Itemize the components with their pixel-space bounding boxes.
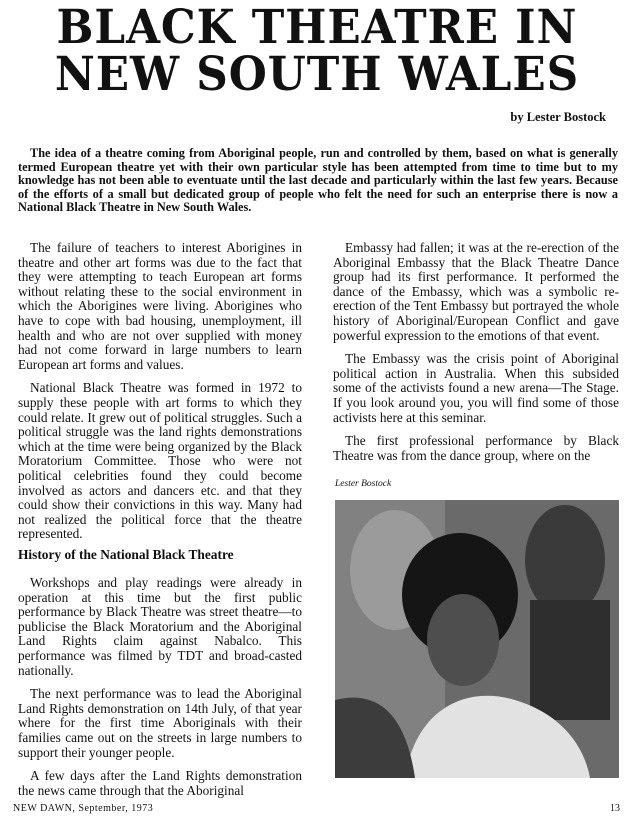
right-column	[333, 241, 619, 472]
byline: by Lester Bostock	[510, 110, 606, 124]
article-title	[22, 0, 612, 102]
portrait-photo	[335, 500, 619, 778]
section-heading: History of the National Black Theatre	[18, 547, 234, 562]
footer-page-number: 13	[610, 803, 620, 814]
photo-illustration	[335, 500, 619, 778]
body-paragraph: Embassy had fallen; it was at the re-erection of the Aboriginal Embassy that the Black Theatre Dance group had its first performance. It performed the dance of the Embassy, which was a symbolic re-erection of the Tent Embassy but portrayed the whole history of Aboriginal/European Conflict and gave powerful expression to the emotions of that event.	[333, 240, 619, 343]
body-paragraph: The Embassy was the crisis point of Aboriginal political action in Australia. When this subsided some of the activists found a new arena—The Stage. If you look around you, you will find some of those activists here at this seminar.	[333, 351, 619, 425]
body-paragraph: The next performance was to lead the Aboriginal Land Rights demonstration on 14th July, of that year where for the first time Aboriginals with their families came out on the streets in large numbers to support their younger people.	[18, 686, 302, 760]
body-paragraph: Workshops and play readings were already in operation at this time but the first public performance by Black Theatre was street theatre—to publicise the Black Moratorium and the Aboriginal Land Rights claim against Nabalco. This performance was filmed by TDT and broad-casted nationally.	[18, 575, 302, 678]
body-paragraph: The first professional performance by Black Theatre was from the dance group, where on the	[333, 433, 619, 463]
intro-paragraph: The idea of a theatre coming from Aboriginal people, run and controlled by them, based on what is generally termed European theatre yet with their own particular style has been attempted from time to time but to my knowledge has not been able to eventuate until the last decade and particularly within the last few years. Because of the efforts of a small but dedicated group of people who felt the need for such an enterprise there is now a National Black Theatre in New South Wales.	[18, 146, 618, 215]
title-line-1: BLACK THEATRE IN	[56, 0, 578, 55]
body-paragraph: National Black Theatre was formed in 1972 to supply these people with art forms to which they could relate. It grew out of political struggles. Such a political struggle was the land rights demonstrations which at the time were being organized by the Black Moratorium Committee. Those who were not political celebrities found they could become involved as actors and dancers etc. and that they could show their convictions in this way. Many had not realized the political force that the theatre represented.	[18, 380, 302, 542]
history-column	[18, 576, 302, 807]
photo-caption: Lester Bostock	[335, 479, 392, 489]
title-line-2: NEW SOUTH WALES	[54, 47, 580, 102]
body-paragraph: The failure of teachers to interest Aborigines in theatre and other art forms was due to the fact that they were attempting to teach European art forms without relating these to the social environment in which the Aborigines were living. Aborigines who have to cope with bad housing, unemployment, ill health and who are not over supplied with money had not come forward in large numbers to learn European art forms and values.	[18, 240, 302, 372]
footer-publication: NEW DAWN, September, 1973	[13, 803, 154, 814]
left-column	[18, 241, 302, 551]
body-paragraph: A few days after the Land Rights demonstration the news came through that the Aboriginal	[18, 768, 302, 798]
